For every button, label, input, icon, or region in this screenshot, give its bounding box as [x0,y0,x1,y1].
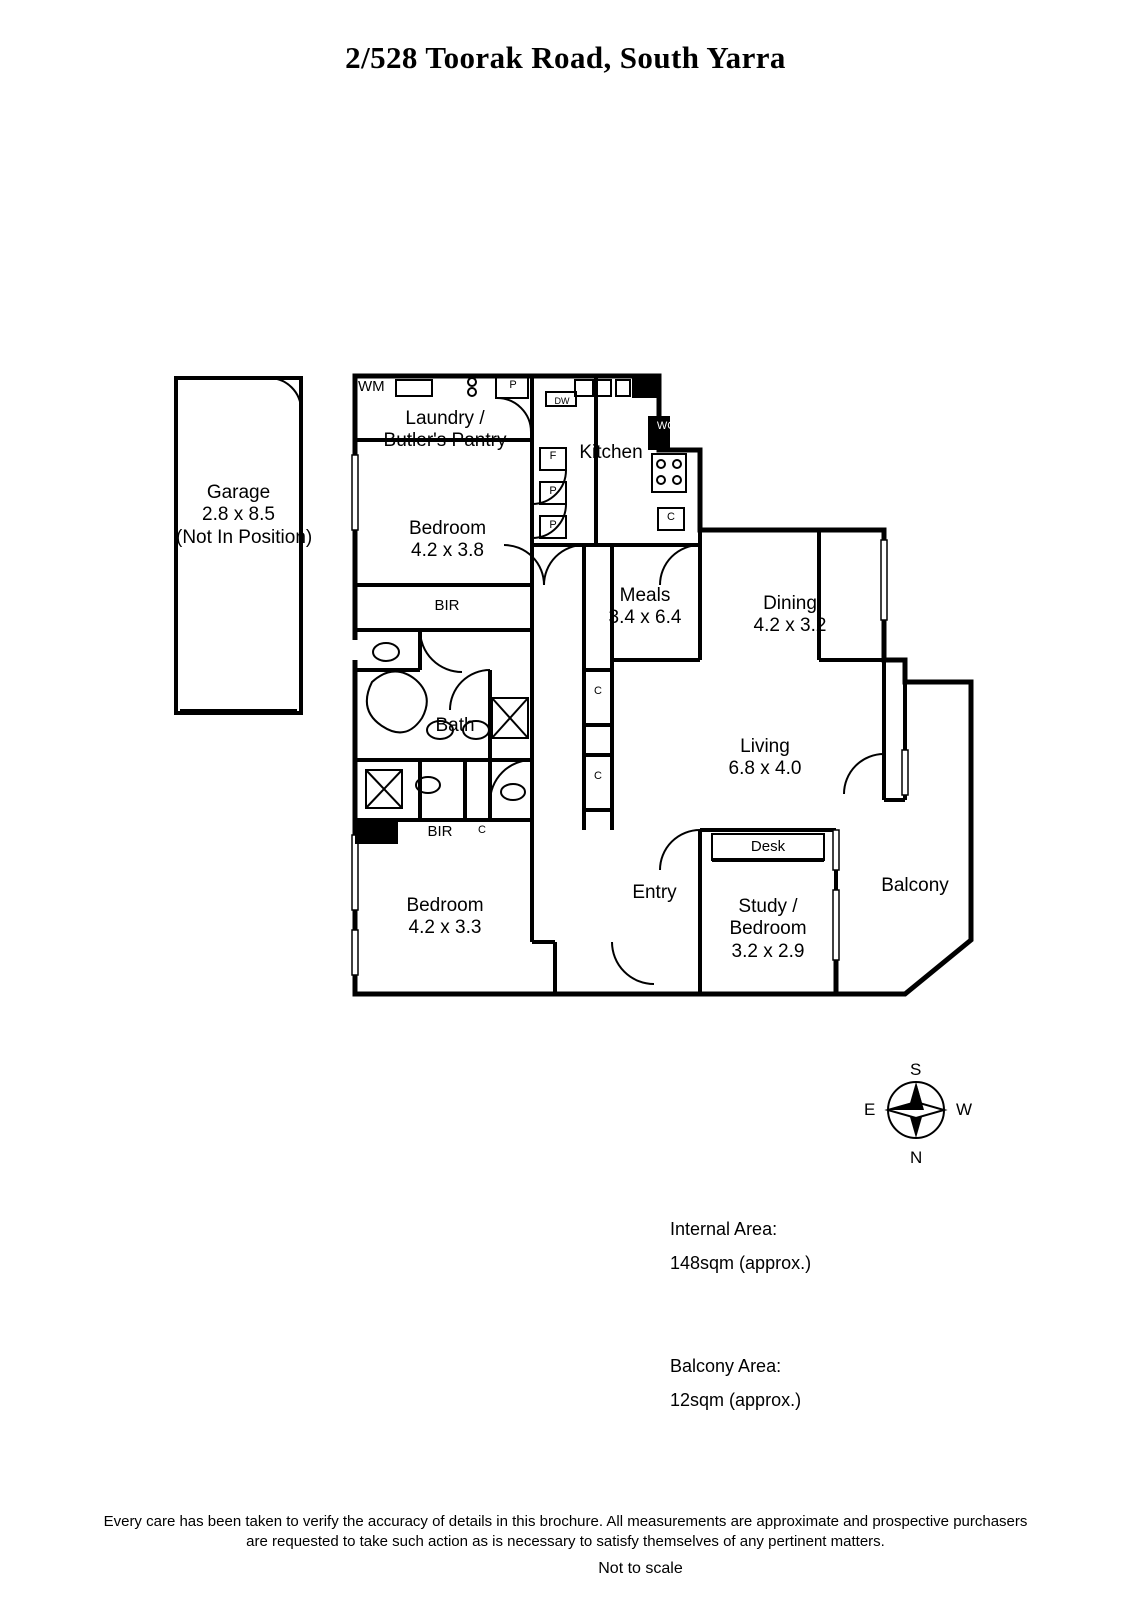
balcony-area-value: 12sqm (approx.) [670,1390,802,1411]
page-title: 2/528 Toorak Road, South Yarra [345,40,786,75]
label-pantry-top: P [509,379,517,391]
disclaimer-line-2: are requested to take such action as is necessary to satisfy themselves of any pertinent matters. [246,1533,885,1551]
not-to-scale-note: Not to scale [598,1560,683,1577]
label-pantry-low: P [549,519,557,531]
label-bedroom-2: Bedroom 4.2 x 3.3 [406,895,484,939]
label-desk: Desk [750,838,786,855]
disclaimer-line-1: Every care has been taken to verify the accuracy of details in this brochure. All measurements are approximate and prospective purchasers [103,1513,1028,1530]
label-bath: Bath [435,715,475,736]
label-garage: Garage 2.8 x 8.5 (Not In Position) [176,482,313,548]
label-cupboard-bir: C [478,824,486,836]
compass-rose [860,1060,990,1185]
compass-label-north: N [910,1148,923,1167]
compass-icon [860,1060,990,1185]
label-cupboard-hall-1: C [594,685,602,697]
internal-area-row [640,1178,1040,1315]
label-balcony: Balcony [881,875,949,896]
label-study-bedroom: Study / Bedroom 3.2 x 2.9 [729,896,807,962]
label-bedroom-1: Bedroom 4.2 x 3.8 [408,518,487,562]
label-dining: Dining 4.2 x 3.2 [753,593,827,637]
label-cupboard-hall-2: C [594,770,602,782]
label-fridge: F [549,450,557,462]
label-kitchen: Kitchen [579,442,643,463]
internal-area-value: 148sqm (approx.) [670,1253,812,1274]
label-bir-top: BIR [434,597,460,614]
label-pantry-mid: P [549,485,557,497]
label-cupboard-kitchen: C [667,511,675,523]
label-wc: WC [656,420,676,432]
compass-label-south: S [910,1060,922,1079]
label-wm: WM [358,378,385,395]
compass-label-west: W [956,1100,973,1119]
label-meals: Meals 3.4 x 6.4 [608,585,682,629]
compass-label-east: E [864,1100,876,1119]
label-dishwasher: DW [554,396,570,406]
balcony-area-label: Balcony Area: [670,1355,782,1376]
label-entry: Entry [632,882,677,903]
balcony-area-row [640,1315,1040,1452]
internal-area-label: Internal Area: [670,1219,778,1240]
label-bir-bottom: BIR [427,823,453,840]
label-living: Living 6.8 x 4.0 [728,736,802,780]
floorplan-drawing [0,330,1131,1090]
disclaimer [0,1512,1131,1553]
garage-door-swing [269,378,301,410]
area-summary [640,1178,1040,1452]
label-laundry: Laundry / Butler's Pantry [383,408,507,452]
